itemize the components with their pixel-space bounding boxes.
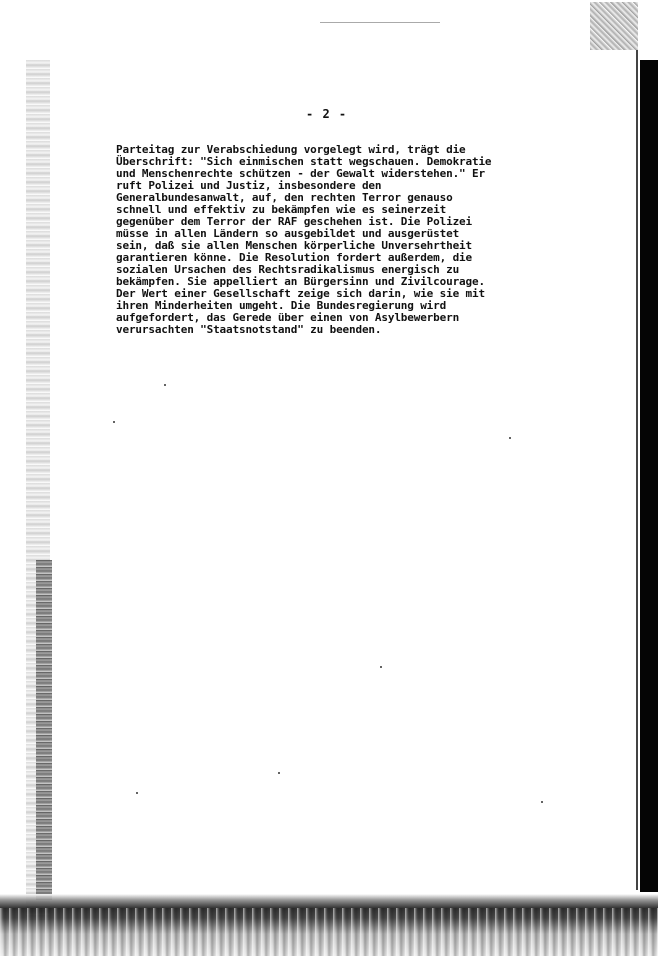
text-line: ruft Polizei und Justiz, insbesondere den [116, 179, 382, 192]
text-line: müsse in allen Ländern so ausgebildet und ausgerüstet [116, 227, 460, 240]
scan-right-border-artifact [640, 60, 658, 892]
text-line: Parteitag zur Verabschiedung vorgelegt wird, trägt die [116, 143, 466, 156]
text-line: schnell und effektiv zu bekämpfen wie es seinerzeit [116, 203, 447, 216]
text-line: Der Wert einer Gesellschaft zeige sich darin, wie sie mit [116, 287, 485, 300]
text-line: Überschrift: "Sich einmischen statt wegschauen. Demokratie [116, 155, 492, 168]
scan-top-rule-artifact [320, 22, 440, 23]
scan-speck [541, 801, 543, 803]
scan-top-corner-artifact [590, 2, 638, 50]
scan-right-edge-line [636, 50, 638, 890]
text-line: sozialen Ursachen des Rechtsradikalismus energisch zu [116, 263, 460, 276]
scan-speck [380, 666, 382, 668]
text-line: aufgefordert, das Gerede über einen von Asylbewerbern [116, 311, 460, 324]
text-line: garantieren könne. Die Resolution fordert außerdem, die [116, 251, 472, 264]
text-line: sein, daß sie allen Menschen körperliche Unversehrtheit [116, 239, 472, 252]
scan-left-shadow-artifact [36, 560, 52, 900]
body-paragraph [116, 144, 546, 336]
text-line: gegenüber dem Terror der RAF geschehen ist. Die Polizei [116, 215, 472, 228]
scan-speck [278, 772, 280, 774]
scan-speck [113, 421, 115, 423]
text-line: verursachten "Staatsnotstand" zu beenden. [116, 323, 382, 336]
scan-speck [136, 792, 138, 794]
page-number: - 2 - [306, 107, 348, 121]
scan-speck [509, 437, 511, 439]
text-line: Generalbundesanwalt, auf, den rechten Terror genauso [116, 191, 453, 204]
scan-bottom-noise-artifact [0, 908, 658, 956]
text-line: und Menschenrechte schützen - der Gewalt widerstehen." Er [116, 167, 485, 180]
scan-speck [164, 384, 166, 386]
text-line: bekämpfen. Sie appelliert an Bürgersinn und Zivilcourage. [116, 275, 485, 288]
text-line: ihren Minderheiten umgeht. Die Bundesregierung wird [116, 299, 447, 312]
